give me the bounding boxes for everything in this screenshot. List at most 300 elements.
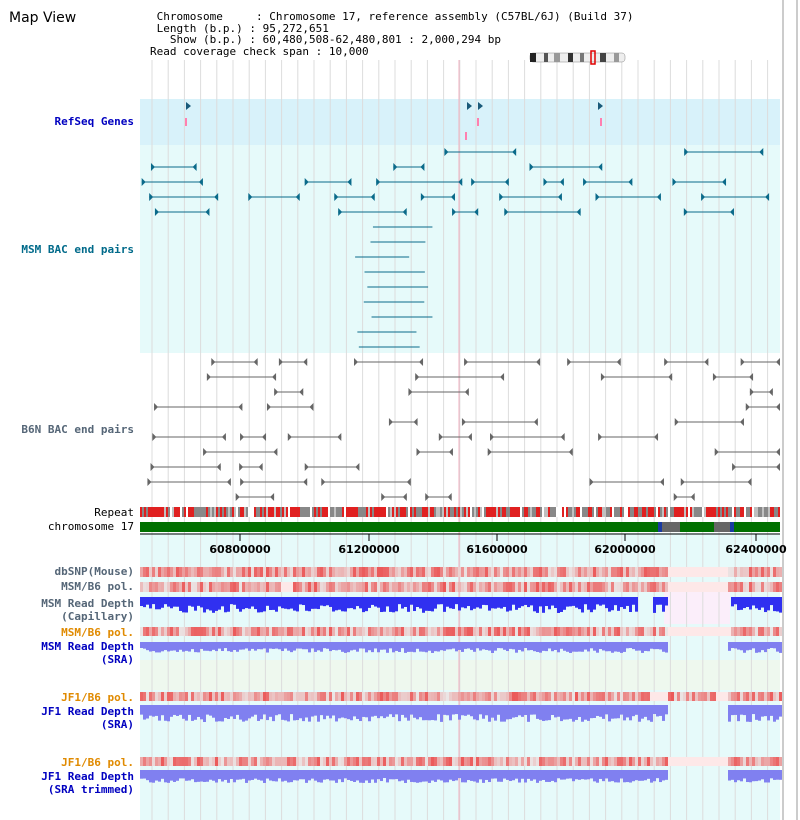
read-depth-bin: [350, 770, 353, 781]
read-depth-bin: [665, 705, 668, 714]
polymorphism-bin: [752, 757, 755, 766]
repeat-element: [248, 507, 250, 517]
polymorphism-bin: [368, 627, 371, 636]
read-depth-bin: [575, 597, 578, 608]
polymorphism-bin: [443, 567, 446, 577]
polymorphism-bin: [581, 692, 584, 701]
repeat-element: [686, 507, 688, 517]
read-depth-bin: [359, 642, 362, 648]
polymorphism-bin: [293, 582, 296, 592]
polymorphism-bin: [575, 757, 578, 766]
read-depth-bin: [266, 705, 269, 720]
polymorphism-bin: [710, 627, 713, 636]
polymorphism-bin: [482, 627, 485, 636]
polymorphism-bin: [770, 627, 773, 636]
track-label-jf1-pol-1[interactable]: JF1/B6 pol.: [61, 691, 134, 704]
read-depth-bin: [296, 705, 299, 720]
repeat-element: [200, 507, 202, 517]
polymorphism-bin: [731, 582, 734, 592]
read-depth-bin: [728, 705, 731, 722]
polymorphism-bin: [158, 582, 161, 592]
polymorphism-bin: [152, 567, 155, 577]
read-depth-bin: [413, 705, 416, 718]
polymorphism-bin: [533, 757, 536, 766]
track-label-msm-depth-cap[interactable]: MSM Read Depth: [41, 597, 134, 610]
read-depth-bin: [401, 705, 404, 715]
polymorphism-bin: [161, 582, 164, 592]
read-depth-bin: [749, 642, 752, 650]
repeat-element: [176, 507, 178, 517]
chromosome-bar: [140, 522, 780, 532]
repeat-element: [604, 507, 606, 517]
polymorphism-bin: [203, 567, 206, 577]
repeat-element: [682, 507, 684, 517]
polymorphism-bin: [329, 567, 332, 577]
polymorphism-bin: [263, 567, 266, 577]
polymorphism-bin: [422, 757, 425, 766]
b6n-bac-pair-end: [240, 433, 244, 441]
polymorphism-bin: [335, 627, 338, 636]
polymorphism-bin: [428, 627, 431, 636]
read-depth-bin: [458, 770, 461, 778]
polymorphism-bin: [620, 627, 623, 636]
polymorphism-bin: [752, 567, 755, 577]
polymorphism-bin: [605, 582, 608, 592]
polymorphism-bin: [302, 627, 305, 636]
track-label-chromosome: chromosome 17: [47, 520, 134, 533]
polymorphism-bin: [203, 757, 206, 766]
read-depth-bin: [623, 705, 626, 720]
polymorphism-bin: [710, 757, 713, 766]
repeat-element: [192, 507, 194, 517]
polymorphism-bin: [200, 582, 203, 592]
polymorphism-bin: [251, 757, 254, 766]
repeat-element: [268, 507, 270, 517]
read-depth-bin: [179, 770, 182, 778]
polymorphism-bin: [326, 627, 329, 636]
track-label-msm-pol-1[interactable]: MSM/B6 pol.: [61, 580, 134, 593]
read-depth-bin: [602, 770, 605, 781]
track-label-jf1-depth[interactable]: JF1 Read Depth: [41, 705, 134, 718]
read-depth-bin: [185, 642, 188, 651]
read-depth-bin: [455, 597, 458, 604]
polymorphism-bin: [590, 757, 593, 766]
polymorphism-bin: [731, 692, 734, 701]
coverage-value: 10,000: [328, 44, 369, 58]
b6n-bac-pair-end: [408, 388, 412, 396]
polymorphism-bin: [722, 757, 725, 766]
polymorphism-bin: [263, 627, 266, 636]
read-depth-bin: [599, 770, 602, 779]
read-depth-bin: [299, 597, 302, 604]
repeat-element: [482, 507, 484, 517]
polymorphism-bin: [590, 692, 593, 701]
polymorphism-bin: [716, 582, 719, 592]
read-depth-bin: [338, 642, 341, 650]
read-depth-bin: [509, 597, 512, 611]
repeat-element: [614, 507, 616, 517]
polymorphism-bin: [500, 757, 503, 766]
polymorphism-bin: [701, 582, 704, 592]
read-depth-bin: [383, 770, 386, 778]
polymorphism-bin: [356, 692, 359, 701]
read-depth-bin: [254, 770, 257, 779]
polymorphism-bin: [470, 567, 473, 577]
polymorphism-bin: [320, 692, 323, 701]
polymorphism-bin: [467, 582, 470, 592]
repeat-element: [434, 507, 436, 517]
read-depth-bin: [431, 642, 434, 653]
read-depth-bin: [560, 642, 563, 649]
b6n-bac-pair-end: [715, 448, 719, 456]
read-depth-bin: [410, 597, 413, 605]
polymorphism-bin: [779, 627, 782, 636]
polymorphism-bin: [275, 567, 278, 577]
polymorphism-bin: [371, 627, 374, 636]
repeat-element: [468, 507, 470, 517]
polymorphism-bin: [380, 582, 383, 592]
repeat-element: [586, 507, 588, 517]
polymorphism-bin: [317, 567, 320, 577]
polymorphism-bin: [527, 692, 530, 701]
polymorphism-bin: [212, 757, 215, 766]
read-depth-bin: [449, 705, 452, 720]
read-depth-bin: [233, 642, 236, 650]
polymorphism-bin: [632, 627, 635, 636]
repeat-element: [478, 507, 480, 517]
read-depth-bin: [557, 770, 560, 778]
track-label-jf1-pol-2[interactable]: JF1/B6 pol.: [61, 756, 134, 769]
polymorphism-bin: [323, 757, 326, 766]
polymorphism-bin: [695, 692, 698, 701]
polymorphism-bin: [527, 567, 530, 577]
polymorphism-bin: [224, 692, 227, 701]
polymorphism-bin: [629, 627, 632, 636]
polymorphism-bin: [668, 692, 671, 701]
track-label-msm-bac[interactable]: MSM BAC end pairs: [21, 243, 134, 256]
polymorphism-bin: [329, 627, 332, 636]
read-depth-bin: [761, 705, 764, 717]
polymorphism-bin: [158, 757, 161, 766]
polymorphism-bin: [497, 757, 500, 766]
polymorphism-bin: [482, 757, 485, 766]
track-label-jf1-trim[interactable]: JF1 Read Depth: [41, 770, 134, 783]
read-depth-bin: [437, 642, 440, 652]
read-depth-bin: [419, 597, 422, 609]
read-depth-bin: [320, 705, 323, 715]
polymorphism-bin: [758, 567, 761, 577]
read-depth-bin: [275, 642, 278, 649]
read-depth-bin: [656, 705, 659, 716]
polymorphism-bin: [569, 567, 572, 577]
polymorphism-bin: [554, 582, 557, 592]
polymorphism-bin: [392, 757, 395, 766]
polymorphism-bin: [224, 567, 227, 577]
polymorphism-bin: [710, 567, 713, 577]
polymorphism-bin: [386, 757, 389, 766]
polymorphism-bin: [641, 582, 644, 592]
read-depth-bin: [290, 705, 293, 714]
read-depth-bin: [281, 642, 284, 651]
polymorphism-bin: [383, 757, 386, 766]
track-label-refseq[interactable]: RefSeq Genes: [54, 115, 134, 128]
read-depth-bin: [365, 770, 368, 780]
read-depth-bin: [323, 642, 326, 648]
read-depth-bin: [539, 642, 542, 653]
repeat-element: [150, 507, 152, 517]
read-depth-bin: [209, 705, 212, 716]
read-depth-bin: [395, 770, 398, 779]
polymorphism-bin: [245, 757, 248, 766]
read-depth-bin: [611, 597, 614, 610]
repeat-element: [148, 507, 150, 517]
read-depth-bin: [143, 642, 146, 649]
read-depth-bin: [194, 770, 197, 782]
repeat-element: [310, 507, 312, 517]
repeat-element: [724, 507, 726, 517]
polymorphism-bin: [260, 757, 263, 766]
repeat-element: [756, 507, 758, 517]
polymorphism-bin: [299, 757, 302, 766]
polymorphism-bin: [665, 627, 668, 636]
read-depth-bin: [149, 770, 152, 782]
polymorphism-bin: [503, 567, 506, 577]
polymorphism-bin: [491, 582, 494, 592]
polymorphism-bin: [584, 757, 587, 766]
read-depth-bin: [653, 705, 656, 714]
read-depth-bin: [572, 770, 575, 781]
polymorphism-bin: [455, 757, 458, 766]
read-depth-bin: [185, 597, 188, 613]
read-depth-bin: [452, 597, 455, 609]
read-depth-bin: [476, 705, 479, 720]
polymorphism-bin: [569, 692, 572, 701]
read-depth-bin: [506, 705, 509, 719]
repeat-element: [166, 507, 168, 517]
polymorphism-bin: [638, 567, 641, 577]
b6n-bac-pair-end: [337, 433, 341, 441]
polymorphism-bin: [647, 627, 650, 636]
polymorphism-bin: [449, 582, 452, 592]
polymorphism-bin: [413, 757, 416, 766]
polymorphism-bin: [266, 692, 269, 701]
read-depth-bin: [554, 597, 557, 608]
polymorphism-bin: [401, 627, 404, 636]
repeat-element: [532, 507, 534, 517]
polymorphism-bin: [311, 627, 314, 636]
read-depth-bin: [422, 597, 425, 613]
polymorphism-bin: [404, 627, 407, 636]
read-depth-bin: [359, 597, 362, 608]
polymorphism-bin: [623, 692, 626, 701]
repeat-element: [544, 507, 546, 517]
read-depth-bin: [275, 597, 278, 612]
repeat-element: [450, 507, 452, 517]
polymorphism-bin: [356, 582, 359, 592]
polymorphism-bin: [458, 627, 461, 636]
repeat-element: [558, 507, 560, 517]
read-depth-bin: [419, 642, 422, 652]
polymorphism-bin: [599, 582, 602, 592]
read-depth-bin: [461, 642, 464, 652]
polymorphism-bin: [578, 692, 581, 701]
read-depth-bin: [416, 705, 419, 719]
polymorphism-bin: [293, 757, 296, 766]
read-depth-bin: [737, 597, 740, 610]
track-label-msm-pol-2[interactable]: MSM/B6 pol.: [61, 626, 134, 639]
polymorphism-bin: [452, 692, 455, 701]
polymorphism-bin: [161, 627, 164, 636]
polymorphism-bin: [227, 757, 230, 766]
read-depth-bin: [533, 597, 536, 611]
b6n-bac-pair-end: [267, 403, 271, 411]
polymorphism-bin: [497, 627, 500, 636]
read-depth-bin: [530, 705, 533, 715]
read-depth-bin: [626, 597, 629, 606]
polymorphism-bin: [692, 757, 695, 766]
read-depth-bin: [422, 770, 425, 782]
read-depth-bin: [140, 597, 143, 606]
polymorphism-bin: [218, 692, 221, 701]
read-depth-bin: [215, 597, 218, 611]
polymorphism-bin: [593, 757, 596, 766]
read-depth-bin: [632, 597, 635, 605]
read-depth-bin: [170, 642, 173, 651]
read-depth-bin: [521, 597, 524, 606]
read-depth-bin: [644, 642, 647, 651]
polymorphism-bin: [524, 567, 527, 577]
repeat-element: [156, 507, 158, 517]
read-depth-bin: [287, 705, 290, 721]
read-depth-bin: [731, 770, 734, 780]
read-depth-bin: [173, 642, 176, 650]
read-depth-bin: [755, 770, 758, 781]
repeat-element: [758, 507, 760, 517]
polymorphism-bin: [533, 582, 536, 592]
polymorphism-bin: [257, 627, 260, 636]
polymorphism-bin: [443, 757, 446, 766]
polymorphism-bin: [386, 582, 389, 592]
repeat-element: [330, 507, 332, 517]
b6n-bac-pair-end: [534, 418, 538, 426]
read-depth-bin: [500, 705, 503, 722]
read-depth-bin: [431, 597, 434, 611]
read-depth-bin: [515, 770, 518, 779]
track-label-b6n-bac[interactable]: B6N BAC end pairs: [21, 423, 134, 436]
polymorphism-bin: [572, 757, 575, 766]
polymorphism-bin: [257, 582, 260, 592]
polymorphism-bin: [149, 692, 152, 701]
polymorphism-bin: [440, 582, 443, 592]
read-depth-bin: [743, 597, 746, 608]
repeat-element: [440, 507, 442, 517]
polymorphism-bin: [215, 692, 218, 701]
polymorphism-bin: [368, 567, 371, 577]
b6n-bac-pair-end: [488, 448, 492, 456]
polymorphism-bin: [254, 692, 257, 701]
polymorphism-bin: [494, 582, 497, 592]
read-depth-bin: [632, 642, 635, 649]
polymorphism-bin: [608, 567, 611, 577]
repeat-element: [598, 507, 600, 517]
repeat-element: [630, 507, 632, 517]
repeat-element: [308, 507, 310, 517]
polymorphism-bin: [467, 757, 470, 766]
repeat-element: [634, 507, 636, 517]
polymorphism-bin: [263, 757, 266, 766]
read-depth-bin: [617, 642, 620, 652]
read-depth-bin: [377, 705, 380, 718]
polymorphism-bin: [401, 757, 404, 766]
repeat-element: [518, 507, 520, 517]
polymorphism-bin: [344, 692, 347, 701]
polymorphism-bin: [773, 567, 776, 577]
polymorphism-bin: [653, 582, 656, 592]
read-depth-bin: [773, 597, 776, 611]
read-depth-bin: [449, 597, 452, 608]
repeat-element: [238, 507, 240, 517]
read-depth-bin: [197, 642, 200, 652]
repeat-element: [424, 507, 426, 517]
polymorphism-bin: [722, 567, 725, 577]
read-depth-bin: [206, 770, 209, 782]
read-depth-bin: [566, 597, 569, 607]
repeat-element: [246, 507, 248, 517]
repeat-element: [770, 507, 772, 517]
polymorphism-bin: [635, 582, 638, 592]
read-depth-bin: [389, 642, 392, 648]
track-label-dbsnp[interactable]: dbSNP(Mouse): [54, 565, 134, 578]
b6n-bac-pair-end: [713, 373, 717, 381]
polymorphism-bin: [299, 582, 302, 592]
polymorphism-bin: [284, 757, 287, 766]
polymorphism-bin: [485, 757, 488, 766]
repeat-element: [752, 507, 754, 517]
polymorphism-bin: [695, 627, 698, 636]
read-depth-bin: [506, 597, 509, 612]
read-depth-bin: [188, 770, 191, 780]
read-depth-bin: [161, 770, 164, 779]
polymorphism-bin: [296, 692, 299, 701]
polymorphism-bin: [533, 567, 536, 577]
polymorphism-bin: [218, 582, 221, 592]
polymorphism-bin: [440, 567, 443, 577]
polymorphism-bin: [377, 627, 380, 636]
track-label-msm-depth-sra[interactable]: MSM Read Depth: [41, 640, 134, 653]
read-depth-bin: [158, 642, 161, 652]
polymorphism-bin: [545, 692, 548, 701]
read-depth-bin: [317, 705, 320, 722]
read-depth-bin: [503, 642, 506, 650]
read-depth-bin: [482, 705, 485, 719]
polymorphism-bin: [698, 692, 701, 701]
polymorphism-bin: [341, 627, 344, 636]
read-depth-bin: [575, 642, 578, 652]
polymorphism-bin: [368, 582, 371, 592]
read-depth-bin: [365, 642, 368, 652]
polymorphism-bin: [290, 582, 293, 592]
polymorphism-bin: [326, 567, 329, 577]
polymorphism-bin: [512, 567, 515, 577]
read-depth-bin: [332, 705, 335, 715]
polymorphism-bin: [311, 757, 314, 766]
length-value: 95,272,651: [262, 21, 329, 35]
read-depth-bin: [392, 705, 395, 717]
polymorphism-bin: [536, 567, 539, 577]
read-depth-bin: [272, 642, 275, 649]
polymorphism-bin: [488, 692, 491, 701]
polymorphism-bin: [662, 567, 665, 577]
